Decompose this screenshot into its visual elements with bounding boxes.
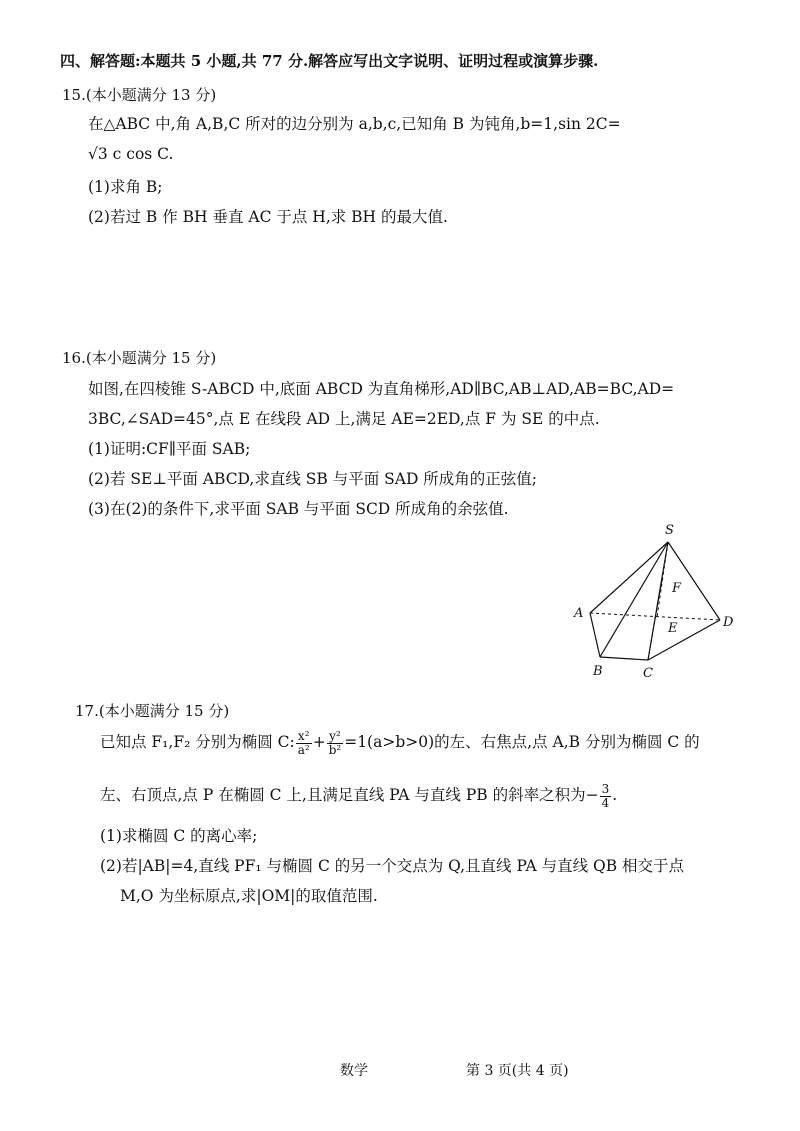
fraction-numerator: y² [327,730,344,744]
edge-sa [590,542,668,613]
label-f: F [672,581,682,596]
section-title: 四、解答题:本题共 5 小题,共 77 分.解答应写出文字说明、证明过程或演算步骤. [60,52,599,70]
q17-part2-line1: (2)若|AB|=4,直线 PF₁ 与椭圆 C 的另一个交点为 Q,且直线 PA 与直线 QB 相交于点 [100,857,685,875]
fraction-denominator: a² [297,742,310,757]
edge-bc [600,657,648,660]
edge-ab [590,613,600,657]
label-a: A [574,606,584,621]
q16-part3: (3)在(2)的条件下,求平面 SAB 与平面 SCD 所成角的余弦值. [88,500,509,518]
fraction-x2-a2 [296,730,312,756]
q15-stem-line1: 在△ABC 中,角 A,B,C 所对的边分别为 a,b,c,已知角 B 为钝角,b=1,sin 2C= [88,115,621,133]
q15-stem-line2: √3 c cos C. [88,145,174,163]
q17-part1: (1)求椭圆 C 的离心率; [100,827,258,845]
pyramid-figure [560,520,750,685]
q17-stem-line2 [100,777,617,813]
footer-page-number: 第 3 页(共 4 页) [466,1063,569,1079]
q16-part2: (2)若 SE⊥平面 ABCD,求直线 SB 与平面 SAD 所成角的正弦值; [88,470,538,488]
q17-stem-line1 [100,724,700,760]
label-d: D [723,615,734,630]
fraction-denominator: b² [328,742,342,757]
plus-sign: + [312,733,326,751]
fraction-numerator: 3 [601,781,610,796]
q17-stem-line2-b: . [612,786,618,804]
q16-stem-line1: 如图,在四棱锥 S-ABCD 中,底面 ABCD 为直角梯形,AD∥BC,AB⊥AD,AB=BC,AD= [88,380,675,398]
q16-part1: (1)证明:CF∥平面 SAB; [88,440,251,458]
q16-header: 16.(本小题满分 15 分) [62,349,217,367]
fraction-y2-b2 [327,730,344,756]
q17-stem-line2-a: 左、右顶点,点 P 在椭圆 C 上,且满足直线 PA 与直线 PB 的斜率之积为− [100,786,599,804]
q17-stem-line1-b: =1(a>b>0)的左、右焦点,点 A,B 分别为椭圆 C 的 [344,733,700,751]
q15-header: 15.(本小题满分 13 分) [62,86,217,104]
fraction-denominator: 4 [601,795,610,810]
fraction-numerator: x² [296,730,312,744]
fraction-3-4 [600,783,612,809]
label-s: S [665,523,674,538]
label-b: B [593,664,603,679]
edge-cd [648,620,720,660]
q15-part1: (1)求角 B; [88,178,163,196]
q17-header: 17.(本小题满分 15 分) [75,702,230,720]
q16-stem-line2: 3BC,∠SAD=45°,点 E 在线段 AD 上,满足 AE=2ED,点 F 为 SE 的中点. [88,410,600,428]
q17-part2-line2: M,O 为坐标原点,求|OM|的取值范围. [120,887,378,905]
footer-subject: 数学 [340,1063,368,1079]
label-c: C [643,666,653,681]
label-e: E [668,621,678,636]
q17-stem-line1-a: 已知点 F₁,F₂ 分别为椭圆 C: [100,733,295,751]
q15-part2: (2)若过 B 作 BH 垂直 AC 于点 H,求 BH 的最大值. [88,208,448,226]
